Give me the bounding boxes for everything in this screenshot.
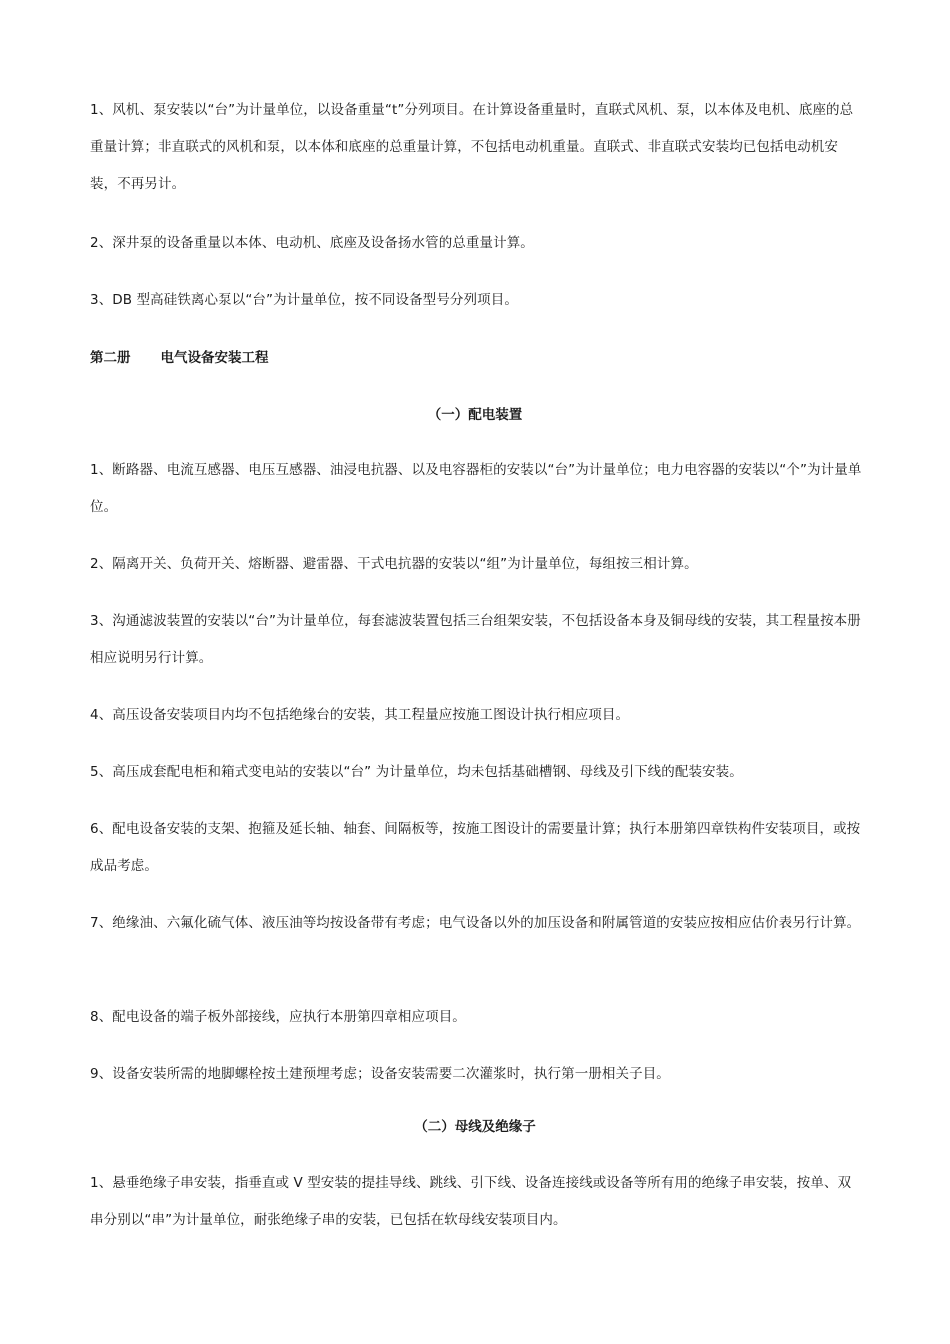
list-item: 1、断路器、电流互感器、电压互感器、油浸电抗器、以及电容器柜的安装以“台”为计量单位；电力电容器的安装以“个”为计量单位。 (90, 462, 862, 515)
list-item: 3、沟通滤波装置的安装以“台”为计量单位，每套滤波装置包括三台组架安装，不包括设备本身及铜母线的安装，其工程量按本册相应说明另行计算。 (90, 613, 861, 666)
paragraph-db-pump: 3、DB 型高硅铁离心泵以“台”为计量单位，按不同设备型号分列项目。 (90, 292, 518, 308)
part-volume-label: 第二册 (90, 350, 131, 366)
list-item: 7、绝缘油、六氟化硫气体、液压油等均按设备带有考虑；电气设备以外的加压设备和附属管道的安装应按相应估价表另行计算。 (90, 915, 861, 931)
part-heading (90, 348, 269, 368)
list-item: 8、配电设备的端子板外部接线，应执行本册第四章相应项目。 (90, 1009, 466, 1025)
list-item: 1、悬垂绝缘子串安装，指垂直或 V 型安装的提挂导线、跳线、引下线、设备连接线或设备等所有用的绝缘子串安装，按单、双串分别以“串”为计量单位，耐张绝缘子串的安装，已包括在软母线安装项目内。 (90, 1175, 852, 1228)
list-item: 5、高压成套配电柜和箱式变电站的安装以“台” 为计量单位，均未包括基础槽钢、母线及引下线的配装安装。 (90, 764, 743, 780)
section-heading-busbar: （二）母线及绝缘子 (414, 1119, 536, 1135)
list-item: 4、高压设备安装项目内均不包括绝缘台的安装，其工程量应按施工图设计执行相应项目。 (90, 707, 630, 723)
part-title-label: 电气设备安装工程 (160, 350, 269, 366)
paragraph-fan-pump-installation: 1、风机、泵安装以“台”为计量单位，以设备重量“t”分列项目。在计算设备重量时，直联式风机、泵，以本体及电机、底座的总重量计算；非直联式的风机和泵，以本体和底座的总重量计算，不包括电动机重量。直联式、非直联式安装均已包括电动机安装，不再另计。 (90, 102, 854, 192)
list-item: 2、隔离开关、负荷开关、熔断器、避雷器、干式电抗器的安装以“组”为计量单位，每组按三相计算。 (90, 556, 698, 572)
list-item: 9、设备安装所需的地脚螺栓按土建预埋考虑；设备安装需要二次灌浆时，执行第一册相关子目。 (90, 1066, 670, 1082)
list-item: 6、配电设备安装的支架、抱箍及延长轴、轴套、间隔板等，按施工图设计的需要量计算；执行本册第四章铁构件安装项目，或按成品考虑。 (90, 821, 861, 874)
section-heading-distribution: （一）配电装置 (427, 407, 523, 423)
paragraph-deep-well-pump: 2、深井泵的设备重量以本体、电动机、底座及设备扬水管的总重量计算。 (90, 235, 534, 251)
